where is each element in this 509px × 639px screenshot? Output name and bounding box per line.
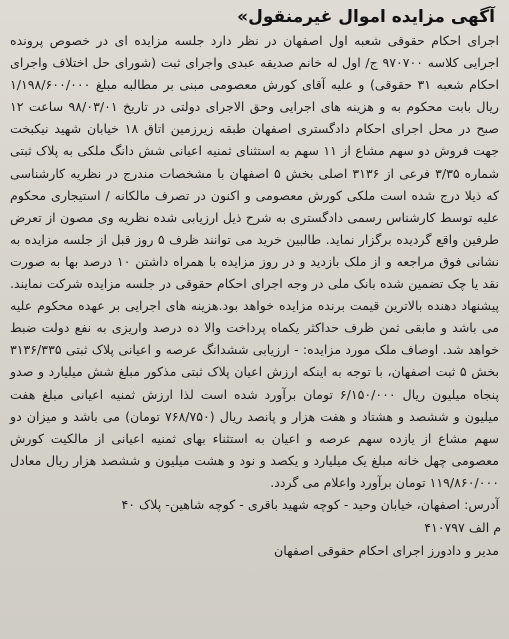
notice-signature: مدیر و دادورز اجرای احکام حقوقی اصفهان: [274, 542, 499, 558]
reference-row: [8, 518, 501, 538]
notice-title: آگهی مزایده اموال غیرمنقول»: [237, 7, 495, 27]
notice-reference-number: م الف ۴۱۰۷۹۷: [424, 519, 501, 535]
notice-address: آدرس: اصفهان، خیابان وحید - کوچه شهید باقری - کوچه شاهین- پلاک ۴۰: [121, 496, 499, 512]
notice-body: اجرای احکام حقوقی شعبه اول اصفهان در نظر دارد جلسه مزایده ای در خصوص پرونده اجرایی کلاسه ۹۷۰۷۰۰ ج/ اول له خانم صدیقه عبدی واجرای ثبت (شورای حل اختلاف واجرای احکام شعبه ۳۱ حقوقی) و علیه آقای کورش معصومی مبنی بر مطالبه مبلغ ۱/۱۹۸/۶۰۰/۰۰۰ ریال بابت محکوم به و هزینه های اجرایی وحق الاجرای دولتی در تاریخ ۹۸/۰۳/۰۱ ساعت ۱۲ صبح در محل اجرای احکام دادگستری اصفهان طبقه زیرزمین اتاق ۱۸ خیابان شهید نیکبخت جهت فروش دو سهم مشاع از ۱۱ سهم به استثنای ثمنیه اعیانی شش دانگ ملکی به پلاک ثبتی شماره ۳/۳۵ فرعی از ۳۱۳۶ اصلی بخش ۵ اصفهان با مشخصات مندرج در نظریه کارشناسی که ذیلا درج شده است ملکی کورش معصومی و اکنون در تصرف مالکانه / استیجاری محکوم علیه توسط کارشناس رسمی دادگستری به شرح ذیل ارزیابی شده نظریه وی مصون از تعرض طرفین واقع گردیده برگزار نماید. طالبین خرید می توانند ظرف ۵ روز قبل از جلسه مزایده به نشانی فوق مراجعه و از ملک بازدید و در روز مزایده با همراه داشتن ۱۰ درصد بها به صورت نقد یا چک تضمین شده بانک ملی در وجه اجرای احکام حقوقی در جلسه مزایده شرکت نمایند. پیشنهاد دهنده بالاترین قیمت برنده مزایده خواهد بود.هزینه های اجرایی بر عهده محکوم علیه می باشد و مابقی ثمن ظرف حداکثر یکماه پرداخت والا ده درصد واریزی به نفع دولت ضبط خواهد شد. اوصاف ملک مورد مزایده: - ارزیابی ششدانگ عرصه و اعیانی پلاک ثبتی ۳۱۳۶/۳۳۵ بخش ۵ ثبت اصفهان، با توجه به اینکه ارزش اعیان پلاک ثبتی مذکور مبلغ شش میلیارد و صدو پنجاه میلیون ریال ۶/۱۵۰/۰۰۰ تومان برآورد شده است لذا ارزش ثمنیه اعیانی مبلغ هفت میلیون و ششصد و هشتاد و هفت هزار و پانصد ریال (۷۶۸/۷۵۰ تومان) می باشد و میزان دو سهم مشاع از یازده سهم عرصه و اعیان به استثناء بهای ثمنیه اعیانی از مالکیت کورش معصومی چهل خانه مبلغ یک میلیارد و یکصد و نود و هشت میلیون و ششصد هزار ریال معادل ۱۱۹/۸۶۰/۰۰۰ تومان برآورد واعلام می گردد.: [10, 33, 500, 490]
